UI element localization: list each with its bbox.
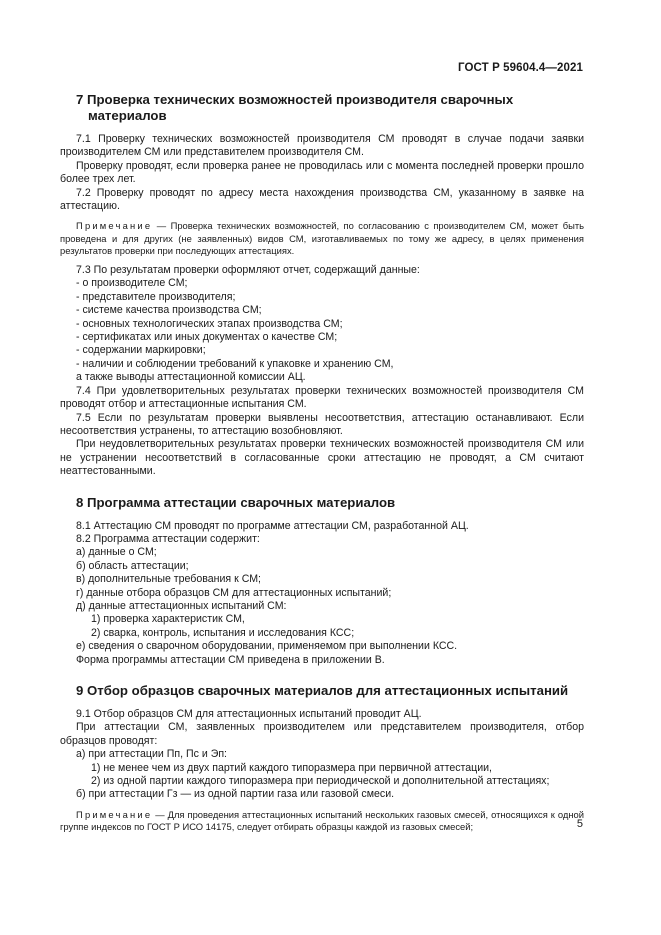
note-label: Примечание bbox=[76, 808, 153, 820]
list-item: а) данные о СМ; bbox=[76, 546, 157, 559]
list-item: а также выводы аттестационной комиссии АЦ. bbox=[76, 371, 306, 384]
list-item: г) данные отбора образцов СМ для аттестационных испытаний; bbox=[76, 586, 392, 599]
paragraph-8-2: 8.2 Программа аттестации содержит: bbox=[76, 532, 260, 545]
paragraph-7-2: 7.2 Проверку проводят по адресу места нахождения производства СМ, указанному в заявке на аттестацию. bbox=[60, 186, 584, 213]
paragraph-7-4: 7.4 При удовлетворительных результатах проверки технических возможностей производителя СМ проводят отбор и аттестационные испытания СМ. bbox=[60, 384, 584, 411]
section-7-title-line1: 7 Проверка технических возможностей производителя сварочных bbox=[76, 92, 514, 107]
list-item: д) данные аттестационных испытаний СМ: bbox=[76, 599, 287, 612]
paragraph-7-3: 7.3 По результатам проверки оформляют отчет, содержащий данные: bbox=[76, 264, 420, 277]
section-7-title bbox=[60, 92, 584, 124]
list-item: - о производителе СМ; bbox=[76, 277, 188, 290]
sub-list-item: 2) из одной партии каждого типоразмера при периодической и дополнительной аттестациях; bbox=[91, 775, 550, 788]
section-7-title-line2: материалов bbox=[88, 108, 167, 123]
paragraph-9-1-b: При аттестации СМ, заявленных производителем или представителем производителя, отбор образцов проводят: bbox=[60, 721, 584, 747]
note-9 bbox=[60, 809, 584, 833]
list-item: - системе качества производства СМ; bbox=[76, 304, 262, 317]
section-9-title: 9 Отбор образцов сварочных материалов для аттестационных испытаний bbox=[76, 683, 569, 699]
list-item: - представителе производителя; bbox=[76, 290, 236, 303]
note-text: — Для проведения аттестационных испытаний нескольких газовых смесей, относящихся к одной группе индексов по ГОСТ Р ИСО 14175, следует отбирать образцы каждой из газовых смесей; bbox=[60, 808, 584, 833]
paragraph-8-2-b: Форма программы аттестации СМ приведена в приложении В. bbox=[76, 653, 385, 666]
list-item: б) при аттестации Гз — из одной партии газа или газовой смеси. bbox=[76, 788, 395, 801]
note-label: Примечание bbox=[76, 220, 153, 232]
list-item: - основных технологических этапах производства СМ; bbox=[76, 317, 343, 330]
note-7 bbox=[60, 220, 584, 257]
report-contents-list bbox=[60, 277, 584, 384]
document-body bbox=[60, 92, 584, 833]
note-text: — Проверка технических возможностей, по согласованию с производителем СМ, может быть проведена и для других (не заявленных) видов СМ, изготавливаемых по тому же адресу, в целях применения результатов проверки при последующих аттестациях. bbox=[60, 220, 584, 256]
paragraph-7-1-b: Проверку проводят, если проверка ранее не проводилась или с момента последней проверки прошло более трех лет. bbox=[60, 159, 584, 186]
sub-list-item: 2) сварка, контроль, испытания и исследования КСС; bbox=[91, 626, 355, 639]
paragraph-7-5: 7.5 Если по результатам проверки выявлены несоответствия, аттестацию останавливают. Если несоответствия устранены, то аттестацию возобновляют. bbox=[60, 411, 584, 437]
sub-list-item: 1) не менее чем из двух партий каждого типоразмера при первичной аттестации, bbox=[91, 761, 492, 774]
sub-list-item: 1) проверка характеристик СМ, bbox=[91, 613, 245, 626]
document-header: ГОСТ Р 59604.4—2021 bbox=[458, 62, 583, 74]
list-item: а) при аттестации Пп, Пс и Эп: bbox=[76, 748, 228, 761]
paragraph-7-1: 7.1 Проверку технических возможностей производителя СМ проводят в случае подачи заявки производителем СМ или представителем производителя СМ. bbox=[60, 133, 584, 159]
list-item: б) область аттестации; bbox=[76, 559, 189, 572]
list-item: - наличии и соблюдении требований к упаковке и хранению СМ, bbox=[76, 357, 394, 370]
program-contents-list bbox=[60, 546, 584, 653]
page-number: 5 bbox=[576, 818, 583, 830]
paragraph-8-1: 8.1 Аттестацию СМ проводят по программе аттестации СМ, разработанной АЦ. bbox=[76, 519, 469, 532]
list-item: - содержании маркировки; bbox=[76, 344, 206, 357]
paragraph-7-5-b: При неудовлетворительных результатах проверки технических возможностей производителя СМ или не устранении несоответствий в согласованные сроки аттестацию не проводят, а СМ считают неаттестованными. bbox=[60, 438, 584, 478]
list-item: - сертификатах или иных документах о качестве СМ; bbox=[76, 331, 338, 344]
list-item: в) дополнительные требования к СМ; bbox=[76, 573, 261, 586]
section-8-title: 8 Программа аттестации сварочных материалов bbox=[76, 494, 396, 510]
paragraph-9-1: 9.1 Отбор образцов СМ для аттестационных испытаний проводит АЦ. bbox=[76, 708, 422, 721]
list-item: е) сведения о сварочном оборудовании, применяемом при выполнении КСС. bbox=[76, 640, 458, 653]
